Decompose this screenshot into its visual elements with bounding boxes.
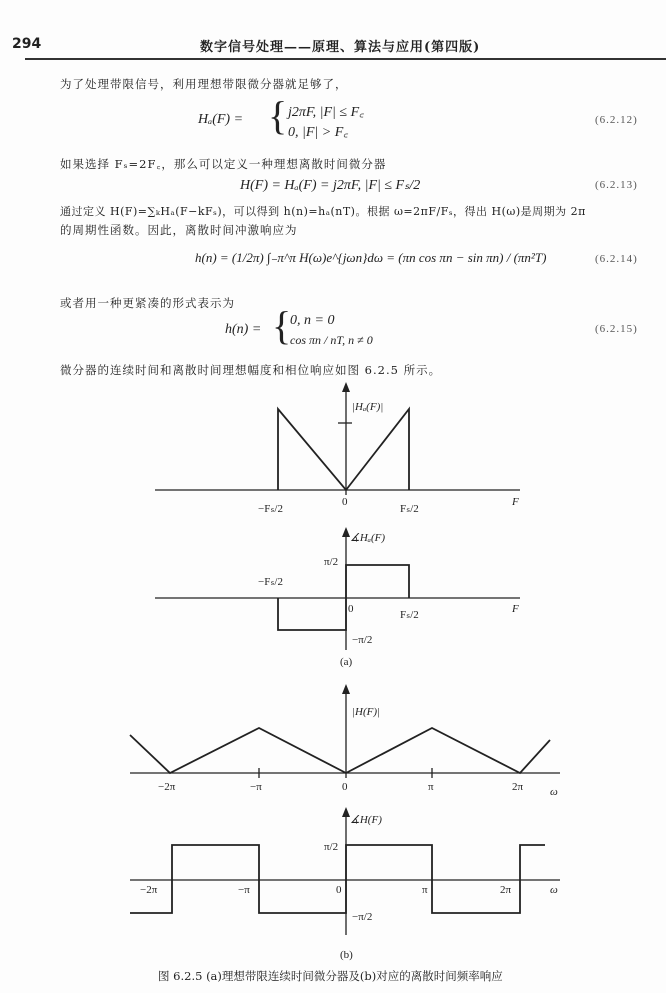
tick-pi2: π/2	[324, 556, 339, 568]
label-a-phase: ∡Hₐ(F)	[350, 532, 386, 544]
subfigure-label: (b)	[340, 949, 353, 961]
tick-neg-2pi: −2π	[140, 884, 158, 896]
equation-case: 0, |F| > F꜀	[288, 125, 349, 140]
tick-neg-fs2: −Fₛ/2	[258, 576, 283, 588]
equation-number: (6.2.13)	[595, 179, 638, 191]
page-number: 294	[12, 36, 42, 52]
tick-zero: 0	[342, 496, 348, 508]
equation: h(n) = (1/2π) ∫₋π^π H(ω)e^{jωn}dω = (πn cos πn − sin πn) / (πn²T)	[195, 250, 547, 265]
label-b-mag: |H(F)|	[352, 706, 381, 718]
equation: H(F) = Hₐ(F) = j2πF, |F| ≤ Fₛ/2	[240, 178, 421, 193]
tick-zero: 0	[348, 603, 354, 615]
tick-neg-pi: −π	[238, 884, 250, 896]
textbook-page: 294 数字信号处理——原理、算法与应用(第四版) 为了处理带限信号，利用理想带限微分器就足够了， Hₐ(F) = { j2πF, |F| ≤ F꜀ 0, |F| > F꜀ (6.2.12) 如果选择 Fₛ=2F꜀，那么可以定义一种理想离散时间微分器 H(F) = Hₐ(F) = j2πF, |F| ≤ Fₛ/2 (6.2.13) 通过定义 H(F)=∑ₖHₐ(F−kFₛ)，可以得到 h(n)=hₐ(nT)。根据 ω=2πF/Fₛ，得出 H(ω)是周期为 2π 的周期性函数。因此，离散时间冲激响应为 h(n) = (1/2π) ∫₋π^π H(ω)e^{jωn}dω = (πn cos πn − sin πn) / (πn²T) (6.2.14) 或者用一种更紧凑的形式表示为 h(n) = { 0, n = 0 cos πn / nT, n ≠ 0 (6.2.15) 微分器的连续时间和离散时间理想幅度和相位响应如图 6.2.5 所示。 |Hₐ(F)| −Fₛ/2 0 Fₛ/2 F ∡Hₐ(F) π/2 −Fₛ/2 0 Fₛ/2 −π/2 F (a) |H(F)| −2π −π 0 π 2π ω ∡H(F) π/2 −2π −π 0 π 2π ω −π/2 (b) 图 6.2.5 (a)理想带限连续时间微分器及(b)对应的离散时间频率响应	[0, 0, 666, 993]
curve-a-magnitude	[278, 409, 409, 490]
tick-neg-pi: −π	[250, 781, 262, 793]
tick-pos-fs2: Fₛ/2	[400, 609, 419, 621]
tick-neg-fs2: −Fₛ/2	[258, 503, 283, 515]
equation-number: (6.2.15)	[595, 323, 638, 335]
x-label-a: F	[512, 603, 519, 615]
paragraph: 的周期性函数。因此，离散时间冲激响应为	[60, 223, 298, 237]
equation-number: (6.2.12)	[595, 114, 638, 126]
tick-zero: 0	[336, 884, 342, 896]
tick-2pi: 2π	[500, 884, 512, 896]
equation-lhs: Hₐ(F) =	[198, 112, 244, 127]
tick-neg-pi2: −π/2	[352, 911, 373, 923]
tick-pi: π	[422, 884, 428, 896]
curve-b-magnitude	[130, 728, 550, 773]
running-header: 数字信号处理——原理、算法与应用(第四版)	[200, 40, 481, 55]
equation-case: 0, n = 0	[290, 313, 335, 328]
equation-lhs: h(n) =	[225, 322, 262, 337]
label-a-mag: |Hₐ(F)|	[352, 401, 384, 413]
label-b-phase: ∡H(F)	[350, 814, 382, 826]
tick-neg-2pi: −2π	[158, 781, 176, 793]
curve-b-phase	[130, 845, 545, 913]
paragraph: 如果选择 Fₛ=2F꜀，那么可以定义一种理想离散时间微分器	[60, 157, 387, 171]
paragraph: 或者用一种更紧凑的形式表示为	[60, 296, 235, 310]
subfigure-label: (a)	[340, 656, 353, 668]
paragraph: 为了处理带限信号，利用理想带限微分器就足够了，	[60, 77, 348, 91]
tick-pi2: π/2	[324, 841, 339, 853]
tick-zero: 0	[342, 781, 348, 793]
paragraph: 微分器的连续时间和离散时间理想幅度和相位响应如图 6.2.5 所示。	[60, 363, 442, 377]
equation-case: cos πn / nT, n ≠ 0	[290, 333, 373, 347]
equation-case: j2πF, |F| ≤ F꜀	[288, 105, 364, 120]
x-label-b: ω	[550, 786, 558, 798]
figure-caption: 图 6.2.5 (a)理想带限连续时间微分器及(b)对应的离散时间频率响应	[158, 969, 503, 983]
paragraph: 通过定义 H(F)=∑ₖHₐ(F−kFₛ)，可以得到 h(n)=hₐ(nT)。根据 ω=2πF/Fₛ，得出 H(ω)是周期为 2π	[60, 205, 586, 218]
x-label-b: ω	[550, 884, 558, 896]
equation-number: (6.2.14)	[595, 253, 638, 265]
x-label-a: F	[512, 496, 519, 508]
tick-pos-fs2: Fₛ/2	[400, 503, 419, 515]
tick-2pi: 2π	[512, 781, 524, 793]
tick-pi: π	[428, 781, 434, 793]
tick-neg-pi2: −π/2	[352, 634, 373, 646]
